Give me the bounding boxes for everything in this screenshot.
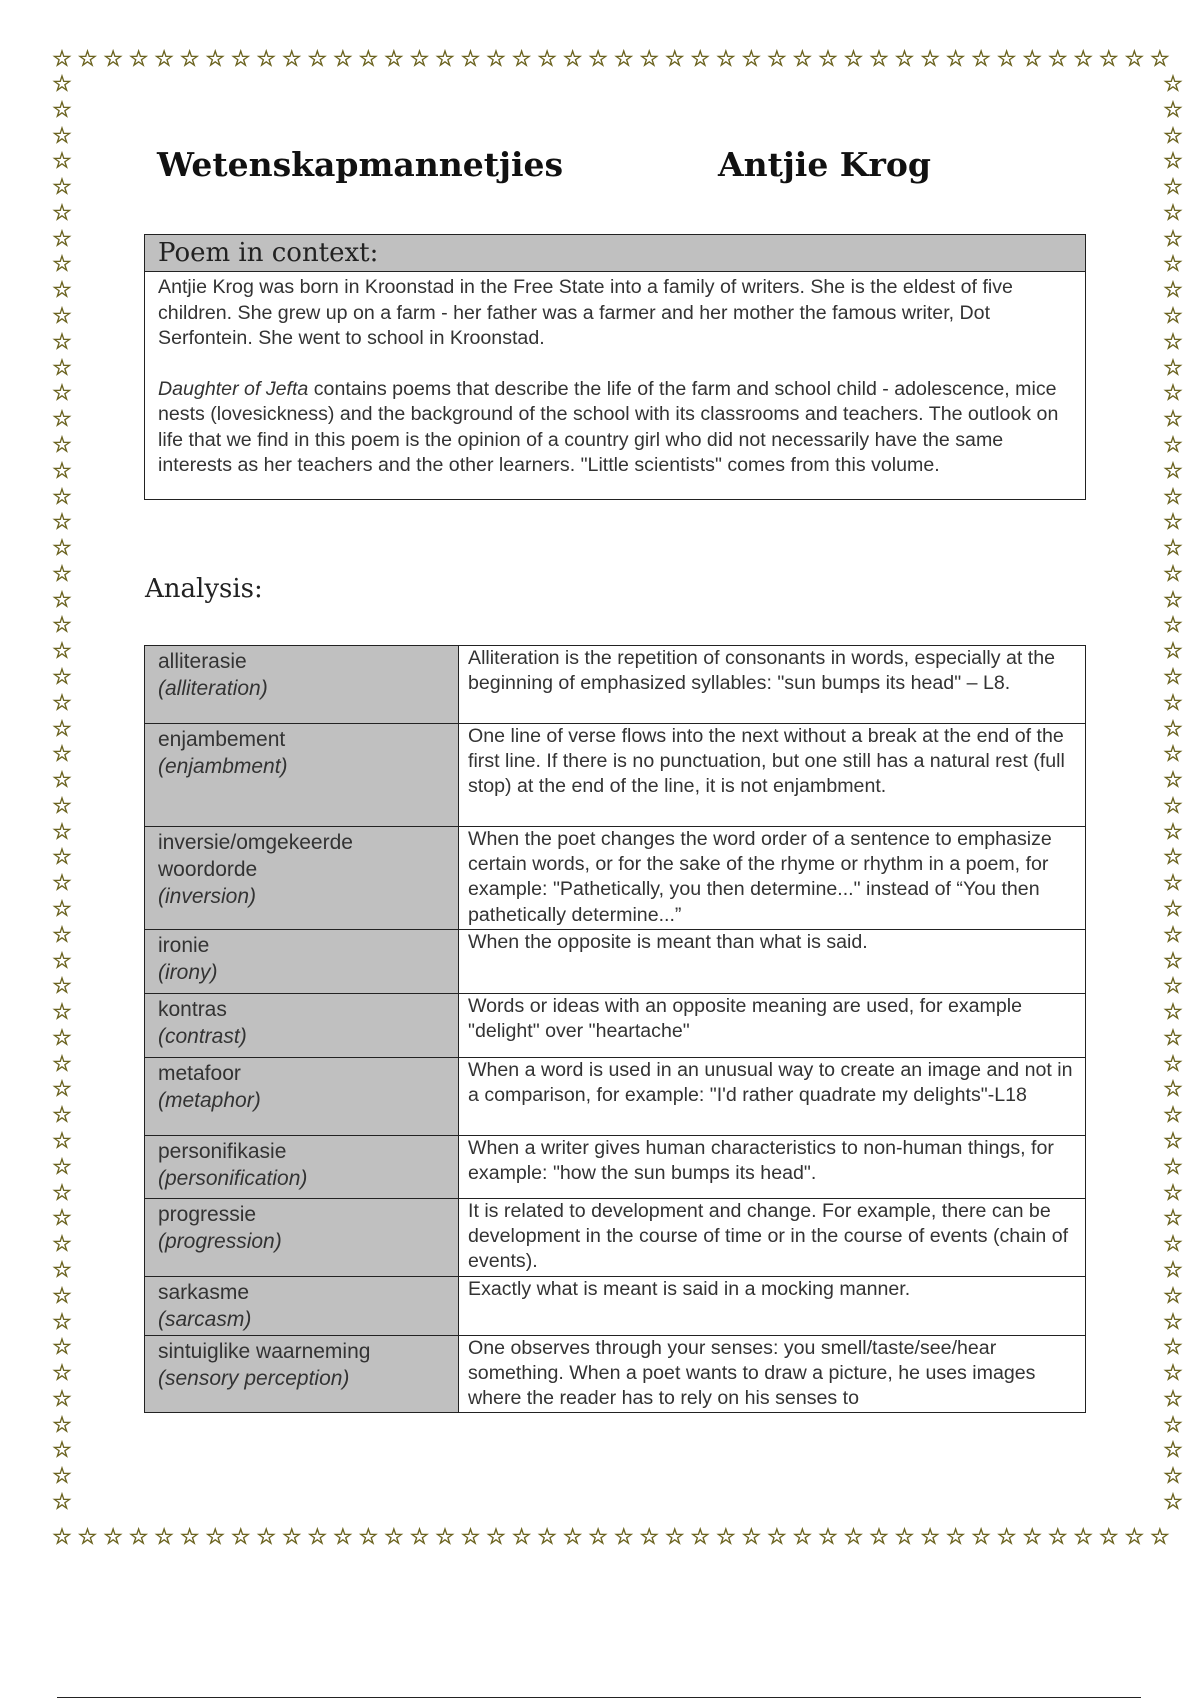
- star-icon: ☆: [52, 1283, 72, 1309]
- star-icon: ☆: [537, 1525, 557, 1550]
- context-paragraph-2-text: contains poems that describe the life of the farm and school child - adolescence, mice nests (lovesickness) and the background of the school with its classrooms and teachers. The outlook on life that we find in this poem is the opinion of a country girl who did not necessarily have the same interests as her teachers and the other learners. "Little scientists" comes from this volume.: [158, 377, 1059, 476]
- star-icon: ☆: [945, 1525, 966, 1550]
- table-row: [145, 1058, 1086, 1136]
- star-icon: ☆: [1022, 1525, 1043, 1550]
- star-icon: ☆: [1047, 47, 1068, 72]
- star-icon: ☆: [1163, 1412, 1183, 1438]
- star-icon: ☆: [52, 1489, 72, 1515]
- star-icon: ☆: [52, 716, 72, 742]
- star-icon: ☆: [1163, 948, 1183, 974]
- star-icon: ☆: [52, 252, 72, 278]
- star-icon: ☆: [52, 1180, 72, 1206]
- star-icon: ☆: [767, 1525, 787, 1550]
- star-icon: ☆: [77, 1525, 98, 1550]
- star-icon: ☆: [52, 1438, 72, 1464]
- star-icon: ☆: [1163, 484, 1183, 510]
- star-icon: ☆: [409, 1525, 430, 1550]
- poem-title: Wetenskapmannetjies: [157, 145, 564, 184]
- star-icon: ☆: [511, 1525, 532, 1550]
- star-icon: ☆: [1163, 1335, 1183, 1361]
- definition-cell: Alliteration is the repetition of consonants in words, especially at the beginning of emphasized syllables: "sun bumps its head" – L8.: [459, 646, 1086, 724]
- star-icon: ☆: [1163, 561, 1183, 587]
- star-icon: ☆: [435, 1525, 455, 1550]
- poem-context-box: [144, 234, 1086, 500]
- star-icon: ☆: [52, 175, 72, 201]
- star-icon: ☆: [52, 72, 72, 97]
- term-afrikaans: ironie: [158, 934, 210, 957]
- star-icon: ☆: [384, 47, 404, 72]
- star-icon: ☆: [1047, 1525, 1068, 1550]
- star-icon: ☆: [154, 1525, 174, 1550]
- star-icon: ☆: [52, 329, 72, 355]
- star-icon: ☆: [920, 1525, 940, 1550]
- star-icon: ☆: [52, 1309, 72, 1335]
- star-icon: ☆: [869, 1525, 889, 1550]
- star-icon: ☆: [154, 47, 174, 72]
- star-icon: ☆: [1163, 200, 1183, 226]
- star-icon: ☆: [52, 510, 72, 536]
- star-icon: ☆: [1163, 871, 1183, 897]
- term-english: (personification): [158, 1167, 308, 1190]
- star-icon: ☆: [1163, 72, 1183, 97]
- star-icon: ☆: [1163, 1309, 1183, 1335]
- term-cell: [145, 827, 459, 930]
- star-icon: ☆: [741, 1525, 762, 1550]
- star-icon: ☆: [1163, 278, 1183, 304]
- star-icon: ☆: [1163, 1206, 1183, 1232]
- bottom-rule: [57, 1697, 1141, 1698]
- star-icon: ☆: [52, 1361, 72, 1387]
- star-icon: ☆: [996, 47, 1017, 72]
- star-icon: ☆: [1163, 1077, 1183, 1103]
- star-icon: ☆: [1163, 793, 1183, 819]
- star-border-left: [51, 74, 73, 1514]
- context-paragraph-2: [158, 377, 1073, 479]
- table-row: [145, 1136, 1086, 1199]
- star-icon: ☆: [52, 432, 72, 458]
- star-icon: ☆: [920, 47, 940, 72]
- star-icon: ☆: [52, 355, 72, 381]
- term-afrikaans: metafoor: [158, 1062, 241, 1085]
- star-icon: ☆: [358, 1525, 379, 1550]
- term-afrikaans: enjambement: [158, 728, 286, 751]
- star-icon: ☆: [256, 47, 277, 72]
- star-icon: ☆: [52, 587, 72, 613]
- star-icon: ☆: [52, 1025, 72, 1051]
- star-icon: ☆: [511, 47, 532, 72]
- term-english: (sarcasm): [158, 1308, 252, 1331]
- star-icon: ☆: [1163, 1257, 1183, 1283]
- star-icon: ☆: [1073, 1525, 1094, 1550]
- term-afrikaans: sintuiglike waarneming: [158, 1340, 371, 1363]
- star-icon: ☆: [230, 47, 251, 72]
- star-icon: ☆: [52, 1077, 72, 1103]
- star-icon: ☆: [52, 226, 72, 252]
- table-row: [145, 1199, 1086, 1277]
- star-icon: ☆: [486, 1525, 506, 1550]
- document-header: [157, 145, 957, 185]
- term-cell: [145, 1058, 459, 1136]
- star-icon: ☆: [52, 278, 72, 304]
- star-icon: ☆: [256, 1525, 277, 1550]
- star-icon: ☆: [1022, 47, 1043, 72]
- star-icon: ☆: [103, 1525, 123, 1550]
- star-icon: ☆: [52, 1206, 72, 1232]
- star-icon: ☆: [1163, 304, 1183, 330]
- star-icon: ☆: [664, 47, 685, 72]
- star-icon: ☆: [332, 47, 353, 72]
- star-icon: ☆: [1163, 329, 1183, 355]
- star-icon: ☆: [205, 47, 226, 72]
- context-body: [145, 272, 1085, 479]
- star-icon: ☆: [562, 47, 583, 72]
- star-icon: ☆: [358, 47, 379, 72]
- star-icon: ☆: [435, 47, 455, 72]
- definition-cell: When a word is used in an unusual way to create an image and not in a comparison, for example: "I'd rather quadrate my delights"-L18: [459, 1058, 1086, 1136]
- star-icon: ☆: [1163, 1180, 1183, 1206]
- term-cell: [145, 1199, 459, 1277]
- star-icon: ☆: [1163, 175, 1183, 201]
- star-icon: ☆: [1124, 47, 1145, 72]
- star-icon: ☆: [818, 47, 838, 72]
- star-icon: ☆: [52, 484, 72, 510]
- star-icon: ☆: [52, 561, 72, 587]
- star-icon: ☆: [1163, 1232, 1183, 1258]
- star-icon: ☆: [1163, 664, 1183, 690]
- star-icon: ☆: [945, 47, 966, 72]
- star-icon: ☆: [1163, 381, 1183, 407]
- star-icon: ☆: [52, 1257, 72, 1283]
- star-icon: ☆: [1163, 1438, 1183, 1464]
- star-icon: ☆: [307, 1525, 328, 1550]
- star-icon: ☆: [588, 1525, 609, 1550]
- star-icon: ☆: [1163, 1489, 1183, 1515]
- star-icon: ☆: [205, 1525, 226, 1550]
- star-icon: ☆: [1163, 149, 1183, 175]
- term-english: (inversion): [158, 885, 257, 908]
- term-cell: [145, 1336, 459, 1413]
- star-icon: ☆: [128, 47, 149, 72]
- star-icon: ☆: [1163, 355, 1183, 381]
- star-icon: ☆: [715, 47, 736, 72]
- star-icon: ☆: [77, 47, 98, 72]
- star-icon: ☆: [971, 1525, 991, 1550]
- star-icon: ☆: [1163, 690, 1183, 716]
- star-icon: ☆: [128, 1525, 149, 1550]
- star-icon: ☆: [52, 819, 72, 845]
- star-icon: ☆: [52, 742, 72, 768]
- star-icon: ☆: [1163, 1051, 1183, 1077]
- term-english: (enjambment): [158, 755, 288, 778]
- star-icon: ☆: [52, 1154, 72, 1180]
- star-icon: ☆: [52, 639, 72, 665]
- star-icon: ☆: [52, 845, 72, 871]
- star-icon: ☆: [741, 47, 762, 72]
- term-afrikaans: kontras: [158, 998, 227, 1021]
- star-icon: ☆: [384, 1525, 404, 1550]
- star-icon: ☆: [690, 1525, 711, 1550]
- definition-cell: One observes through your senses: you smell/taste/see/hear something. When a poet wants to draw a picture, he uses images where the reader has to rely on his senses to: [459, 1336, 1086, 1413]
- star-icon: ☆: [103, 47, 123, 72]
- star-icon: ☆: [894, 47, 915, 72]
- star-icon: ☆: [1163, 432, 1183, 458]
- table-row: [145, 646, 1086, 724]
- star-icon: ☆: [1163, 587, 1183, 613]
- term-cell: [145, 1136, 459, 1199]
- term-english: (metaphor): [158, 1089, 261, 1112]
- star-icon: ☆: [52, 1000, 72, 1026]
- star-icon: ☆: [52, 1232, 72, 1258]
- table-row: [145, 827, 1086, 930]
- star-icon: ☆: [52, 922, 72, 948]
- table-row: [145, 1277, 1086, 1336]
- star-icon: ☆: [486, 47, 506, 72]
- star-icon: ☆: [843, 1525, 864, 1550]
- definition-cell: When a writer gives human characteristics to non-human things, for example: "how the sun bumps its head".: [459, 1136, 1086, 1199]
- star-icon: ☆: [52, 1464, 72, 1490]
- star-icon: ☆: [1163, 1464, 1183, 1490]
- star-icon: ☆: [1149, 1525, 1170, 1550]
- star-icon: ☆: [1163, 819, 1183, 845]
- star-icon: ☆: [613, 47, 634, 72]
- star-icon: ☆: [409, 47, 430, 72]
- star-icon: ☆: [1163, 639, 1183, 665]
- definition-cell: Exactly what is meant is said in a mocking manner.: [459, 1277, 1086, 1336]
- context-heading: Poem in context:: [145, 235, 1085, 272]
- star-icon: ☆: [52, 897, 72, 922]
- star-icon: ☆: [52, 871, 72, 897]
- star-icon: ☆: [1163, 458, 1183, 484]
- star-icon: ☆: [1163, 845, 1183, 871]
- context-paragraph-1: Antjie Krog was born in Kroonstad in the Free State into a family of writers. She is the eldest of five children. She grew up on a farm - her father was a farmer and her mother the famous writer, Dot Serfontein. She went to school in Kroonstad.: [158, 276, 1013, 349]
- star-icon: ☆: [1163, 1103, 1183, 1129]
- star-icon: ☆: [52, 768, 72, 794]
- star-icon: ☆: [537, 47, 557, 72]
- table-row: [145, 930, 1086, 994]
- definition-cell: Words or ideas with an opposite meaning are used, for example "delight" over "heartache": [459, 994, 1086, 1058]
- star-border-top: [51, 49, 1171, 71]
- star-icon: ☆: [1163, 1000, 1183, 1026]
- star-icon: ☆: [460, 1525, 481, 1550]
- star-icon: ☆: [639, 1525, 660, 1550]
- star-icon: ☆: [230, 1525, 251, 1550]
- star-icon: ☆: [52, 1335, 72, 1361]
- term-english: (sensory perception): [158, 1367, 350, 1390]
- star-icon: ☆: [332, 1525, 353, 1550]
- star-icon: ☆: [715, 1525, 736, 1550]
- term-cell: [145, 646, 459, 724]
- term-afrikaans: sarkasme: [158, 1281, 250, 1304]
- star-icon: ☆: [613, 1525, 634, 1550]
- term-english: (progression): [158, 1230, 282, 1253]
- star-icon: ☆: [1163, 226, 1183, 252]
- definition-cell: One line of verse flows into the next without a break at the end of the first line. If there is no punctuation, but one still has a natural rest (full stop) at the end of the line, it is not enjambment.: [459, 724, 1086, 827]
- star-icon: ☆: [1163, 97, 1183, 123]
- star-icon: ☆: [792, 1525, 813, 1550]
- star-icon: ☆: [307, 47, 328, 72]
- term-cell: [145, 930, 459, 994]
- star-icon: ☆: [52, 97, 72, 123]
- star-icon: ☆: [52, 149, 72, 175]
- star-icon: ☆: [1163, 922, 1183, 948]
- star-icon: ☆: [767, 47, 787, 72]
- star-icon: ☆: [52, 407, 72, 433]
- star-border-bottom: [51, 1527, 1171, 1549]
- table-row: [145, 994, 1086, 1058]
- term-cell: [145, 724, 459, 827]
- star-icon: ☆: [1073, 47, 1094, 72]
- term-afrikaans: inversie/omgekeerde woordorde: [158, 831, 353, 881]
- analysis-table: [144, 645, 1086, 1413]
- star-icon: ☆: [588, 47, 609, 72]
- term-afrikaans: personifikasie: [158, 1140, 287, 1163]
- star-icon: ☆: [1149, 47, 1170, 72]
- star-icon: ☆: [1098, 47, 1119, 72]
- star-icon: ☆: [1163, 1025, 1183, 1051]
- star-icon: ☆: [792, 47, 813, 72]
- definition-cell: When the opposite is meant than what is said.: [459, 930, 1086, 994]
- star-icon: ☆: [1163, 716, 1183, 742]
- star-border-right: [1162, 74, 1184, 1514]
- star-icon: ☆: [179, 1525, 200, 1550]
- star-icon: ☆: [52, 948, 72, 974]
- star-icon: ☆: [1163, 1129, 1183, 1155]
- star-icon: ☆: [1163, 897, 1183, 922]
- definition-cell: It is related to development and change. For example, there can be development in the course of time or in the course of events (chain of events).: [459, 1199, 1086, 1277]
- star-icon: ☆: [562, 1525, 583, 1550]
- star-icon: ☆: [1163, 407, 1183, 433]
- star-icon: ☆: [52, 47, 72, 72]
- star-icon: ☆: [1098, 1525, 1119, 1550]
- star-icon: ☆: [52, 793, 72, 819]
- star-icon: ☆: [52, 1103, 72, 1129]
- star-icon: ☆: [1163, 1283, 1183, 1309]
- star-icon: ☆: [52, 1412, 72, 1438]
- term-english: (contrast): [158, 1025, 247, 1048]
- star-icon: ☆: [281, 47, 302, 72]
- star-icon: ☆: [52, 690, 72, 716]
- term-english: (alliteration): [158, 677, 268, 700]
- star-icon: ☆: [690, 47, 711, 72]
- star-icon: ☆: [281, 1525, 302, 1550]
- star-icon: ☆: [52, 381, 72, 407]
- star-icon: ☆: [1163, 536, 1183, 562]
- star-icon: ☆: [894, 1525, 915, 1550]
- star-icon: ☆: [996, 1525, 1017, 1550]
- star-icon: ☆: [52, 200, 72, 226]
- star-icon: ☆: [1163, 123, 1183, 149]
- star-icon: ☆: [1163, 974, 1183, 1000]
- definition-cell: When the poet changes the word order of a sentence to emphasize certain words, or for the sake of the rhyme or rhythm in a poem, for example: "Pathetically, you then determine..." instead of “You then pathetically determine...”: [459, 827, 1086, 930]
- star-icon: ☆: [1163, 1386, 1183, 1412]
- star-icon: ☆: [179, 47, 200, 72]
- star-icon: ☆: [664, 1525, 685, 1550]
- star-icon: ☆: [869, 47, 889, 72]
- star-icon: ☆: [1124, 1525, 1145, 1550]
- book-title: Daughter of Jefta: [158, 377, 309, 400]
- term-afrikaans: progressie: [158, 1203, 257, 1226]
- star-icon: ☆: [1163, 1361, 1183, 1387]
- star-icon: ☆: [52, 613, 72, 639]
- star-icon: ☆: [1163, 252, 1183, 278]
- term-cell: [145, 994, 459, 1058]
- star-icon: ☆: [971, 47, 991, 72]
- star-icon: ☆: [818, 1525, 838, 1550]
- table-row: [145, 724, 1086, 827]
- star-icon: ☆: [52, 1525, 72, 1550]
- star-icon: ☆: [52, 304, 72, 330]
- analysis-heading: Analysis:: [145, 574, 263, 604]
- star-icon: ☆: [1163, 613, 1183, 639]
- star-icon: ☆: [52, 974, 72, 1000]
- star-icon: ☆: [843, 47, 864, 72]
- term-cell: [145, 1277, 459, 1336]
- star-icon: ☆: [52, 536, 72, 562]
- star-icon: ☆: [639, 47, 660, 72]
- star-icon: ☆: [52, 664, 72, 690]
- star-icon: ☆: [52, 1129, 72, 1155]
- star-icon: ☆: [52, 1386, 72, 1412]
- star-icon: ☆: [1163, 510, 1183, 536]
- star-icon: ☆: [1163, 1154, 1183, 1180]
- star-icon: ☆: [460, 47, 481, 72]
- term-afrikaans: alliterasie: [158, 650, 247, 673]
- star-icon: ☆: [1163, 742, 1183, 768]
- star-icon: ☆: [52, 1051, 72, 1077]
- star-icon: ☆: [52, 458, 72, 484]
- table-row: [145, 1336, 1086, 1413]
- term-english: (irony): [158, 961, 218, 984]
- star-icon: ☆: [1163, 768, 1183, 794]
- poet-name: Antjie Krog: [718, 145, 931, 184]
- star-icon: ☆: [52, 123, 72, 149]
